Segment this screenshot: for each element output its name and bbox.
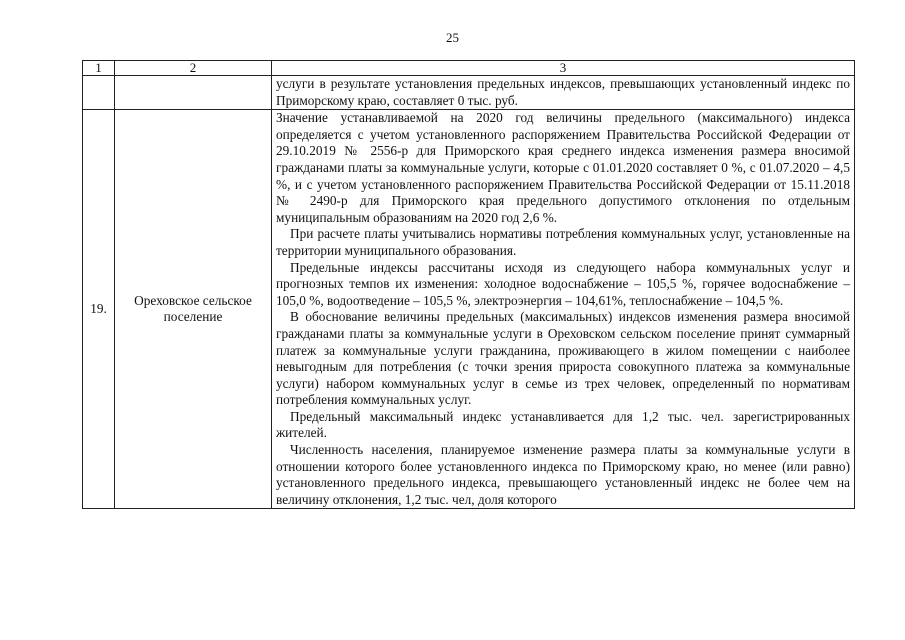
description-cell — [272, 110, 855, 509]
row-number: 19. — [83, 110, 115, 509]
indices-table — [82, 60, 855, 509]
continuation-number-cell — [83, 76, 115, 110]
table-row-19 — [83, 110, 855, 509]
continuation-row — [83, 76, 855, 110]
table-header-row — [83, 61, 855, 76]
municipality-name: Ореховское сельское поселение — [115, 110, 272, 509]
continuation-text-cell — [272, 76, 855, 110]
paragraph-justification: В обоснование величины предельных (максимальных) индексов изменения размера вносимой гражданами платы за коммунальные услуги в Ореховском сельском поселение принят суммарный платеж за коммунальные услуги гражданина, проживающего в жилом помещении с наиболее невыгодным для потребления (с точки зрения прироста совокупного платежа за коммунальные услуги) набором коммунальных услуг в семье из трех человек, определенный по нормативам потребления коммунальных услуг. — [276, 309, 850, 408]
continuation-name-cell — [115, 76, 272, 110]
paragraph-service-rates: Предельные индексы рассчитаны исходя из следующего набора коммунальных услуг и прогнозных темпов их изменения: холодное водоснабжение – 105,5 %, горячее водоснабжение – 105,0 %, водоотведение – 105,5 %, электроэнергия – 104,61%, теплоснабжение – 104,5 %. — [276, 259, 850, 308]
column-header-2: 2 — [115, 61, 272, 76]
page-number: 25 — [446, 30, 459, 45]
paragraph-norms: При расчете платы учитывались нормативы потребления коммунальных услуг, установленные на территории муниципального образования. — [276, 226, 850, 258]
column-header-3: 3 — [272, 61, 855, 76]
paragraph-index-basis: Значение устанавливаемой на 2020 год величины предельного (максимального) индекса определяется с учетом установленного распоряжением Правительства Российской Федерации от 29.10.2019 № 2556-р для Приморского края среднего индекса изменения размера вносимой гражданами платы за коммунальные услуги, которые с 01.01.2020 составляет 0 %, с 01.07.2020 – 4,5 %, и с учетом установленного распоряжением Правительства Российской Федерации от 15.11.2018 № 2490-р для Приморского края предельного допустимого отклонения по отдельным муниципальным образованиям на 2020 год 2,6 %. — [276, 110, 850, 225]
column-header-1: 1 — [83, 61, 115, 76]
paragraph-population-share: Численность населения, планируемое изменение размера платы за коммунальные услуги в отношении которого более установленного индекса по Приморскому краю, но менее (или равно) установленного предельного индекса, превышающего установленный индекс не более чем на величину отклонения, 1,2 тыс. чел, доля которого — [276, 442, 850, 507]
continuation-paragraph: услуги в результате установления предельных индексов, превышающих установленный индекс по Приморскому краю, составляет 0 тыс. руб. — [276, 76, 850, 108]
paragraph-population-max: Предельный максимальный индекс устанавливается для 1,2 тыс. чел. зарегистрированных жителей. — [276, 408, 850, 441]
